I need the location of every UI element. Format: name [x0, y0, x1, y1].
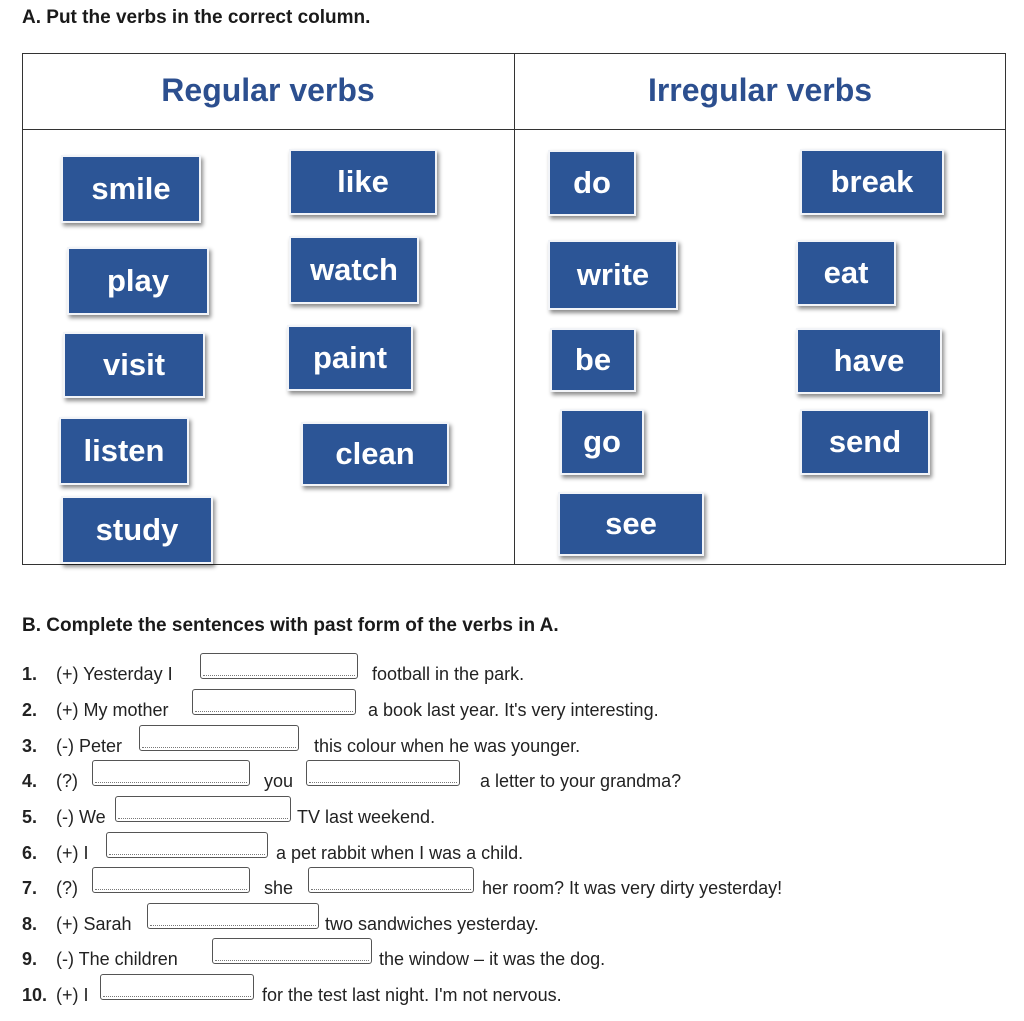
sentence-text: (+) Yesterday I: [56, 664, 173, 684]
sentence-number: 9.: [22, 949, 38, 969]
sentence-text: a pet rabbit when I was a child.: [276, 843, 524, 863]
verb-card-regular[interactable]: clean: [301, 422, 449, 486]
answer-blank[interactable]: [106, 832, 268, 858]
sentence-number: 5.: [22, 807, 38, 827]
sentence-text: two sandwiches yesterday.: [325, 914, 539, 934]
verb-card-regular[interactable]: listen: [59, 417, 189, 485]
header-divider: [23, 129, 1005, 130]
sentence-text: a letter to your grandma?: [480, 771, 682, 791]
answer-blank[interactable]: [306, 760, 460, 786]
sentence-text: you: [264, 771, 294, 791]
sentence-text: (?): [56, 878, 78, 898]
section-a-title: A. Put the verbs in the correct column.: [22, 7, 371, 28]
verb-card-irregular[interactable]: do: [548, 150, 636, 216]
verb-card-irregular[interactable]: have: [796, 328, 942, 394]
verb-card-irregular[interactable]: be: [550, 328, 636, 392]
sentence-text: (-) The children: [56, 949, 178, 969]
answer-blank[interactable]: [92, 760, 250, 786]
sentence-text: for the test last night. I'm not nervous.: [262, 985, 562, 1005]
sentence-number: 7.: [22, 878, 38, 898]
sentence-text: (-) We: [56, 807, 106, 827]
answer-blank[interactable]: [308, 867, 474, 893]
sentence-text: her room? It was very dirty yesterday!: [482, 878, 783, 898]
irregular-verbs-heading: Irregular verbs: [647, 72, 873, 108]
sentence-text: TV last weekend.: [297, 807, 436, 827]
verb-card-regular[interactable]: play: [67, 247, 209, 315]
answer-blank[interactable]: [139, 725, 299, 751]
verb-card-irregular[interactable]: go: [560, 409, 644, 475]
answer-blank[interactable]: [200, 653, 358, 679]
regular-verbs-heading: Regular verbs: [161, 72, 375, 108]
answer-blank[interactable]: [115, 796, 291, 822]
sentence-text: (+) My mother: [56, 700, 169, 720]
answer-blank[interactable]: [100, 974, 254, 1000]
verb-card-regular[interactable]: visit: [63, 332, 205, 398]
verb-table: [22, 53, 1006, 565]
answer-blank[interactable]: [212, 938, 372, 964]
sentence-text: (-) Peter: [56, 736, 123, 756]
sentence-text: (?): [56, 771, 78, 791]
answer-blank[interactable]: [192, 689, 356, 715]
sentence-text: she: [264, 878, 294, 898]
sentence-number: 10.: [22, 985, 48, 1005]
sentence-number: 3.: [22, 736, 38, 756]
sentence-number: 6.: [22, 843, 38, 863]
sentence-text: (+) I: [56, 843, 89, 863]
column-divider: [514, 54, 515, 564]
verb-card-regular[interactable]: like: [289, 149, 437, 215]
verb-card-irregular[interactable]: break: [800, 149, 944, 215]
verb-card-irregular[interactable]: eat: [796, 240, 896, 306]
verb-card-regular[interactable]: smile: [61, 155, 201, 223]
sentence-text: (+) I: [56, 985, 89, 1005]
verb-card-regular[interactable]: watch: [289, 236, 419, 304]
sentence-text: this colour when he was younger.: [314, 736, 581, 756]
sentence-number: 1.: [22, 664, 38, 684]
verb-card-irregular[interactable]: see: [558, 492, 704, 556]
answer-blank[interactable]: [147, 903, 319, 929]
verb-card-irregular[interactable]: send: [800, 409, 930, 475]
sentence-text: a book last year. It's very interesting.: [368, 700, 659, 720]
answer-blank[interactable]: [92, 867, 250, 893]
sentence-number: 2.: [22, 700, 38, 720]
sentence-number: 8.: [22, 914, 38, 934]
section-b-title: B. Complete the sentences with past form of the verbs in A.: [22, 615, 559, 636]
sentence-text: (+) Sarah: [56, 914, 132, 934]
verb-card-irregular[interactable]: write: [548, 240, 678, 310]
verb-card-regular[interactable]: paint: [287, 325, 413, 391]
sentence-number: 4.: [22, 771, 38, 791]
verb-card-regular[interactable]: study: [61, 496, 213, 564]
sentence-text: football in the park.: [372, 664, 525, 684]
sentence-text: the window – it was the dog.: [379, 949, 606, 969]
